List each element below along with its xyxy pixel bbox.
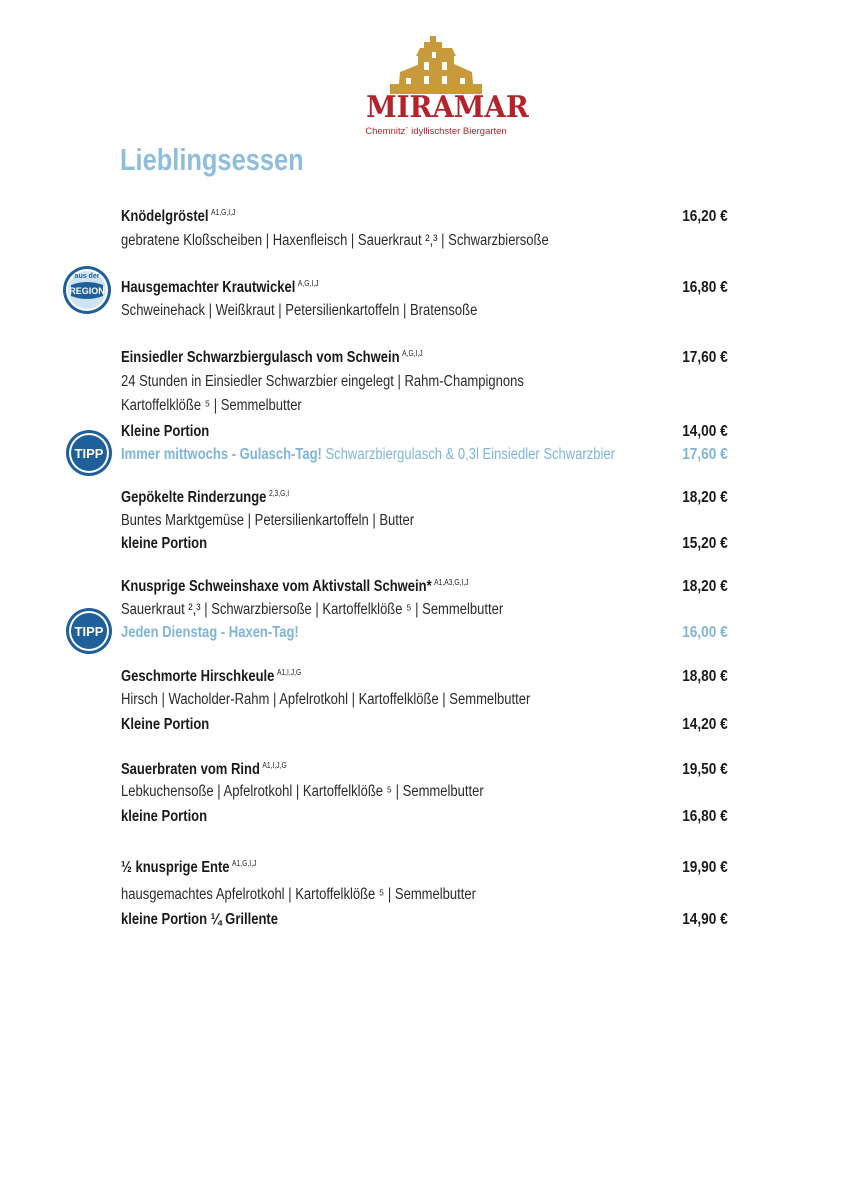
menu-item-name: Knödelgröstel $^{A1,G,I,J}$ 16,20 € — [121, 208, 728, 225]
menu-item-name: Hausgemachter Krautwickel $^{A,G,I,J}$ 16,80 € — [121, 279, 728, 296]
small-portion: kleine Portion 16,80 € — [121, 808, 728, 825]
small-portion-price: 14,90 € — [682, 911, 728, 928]
page-title: Lieblingsessen — [120, 142, 304, 177]
menu-item-price: 18,20 € — [682, 489, 728, 506]
tip-line: Immer mittwochs - Gulasch-Tag! Schwarzbiergulasch & 0,3l Einsiedler Schwarzbier 17,60 € — [121, 446, 728, 463]
region-badge-label: REGION — [69, 286, 105, 296]
tipp-badge-label: TIPP — [74, 624, 104, 639]
menu-item-description: Hirsch | Wacholder-Rahm | Apfelrotkohl | Kartoffelklöße | Semmelbutter — [121, 691, 531, 708]
menu-item-price: 17,60 € — [682, 349, 728, 366]
region-badge-icon — [62, 265, 112, 315]
menu-item-description: 24 Stunden in Einsiedler Schwarzbier eingelegt | Rahm-Champignons — [121, 373, 524, 390]
menu-item-name: Knusprige Schweinshaxe vom Aktivstall Schwein* $^{A1,A3,G,I,J}$ 18,20 € — [121, 578, 728, 595]
menu-item-description: hausgemachtes Apfelrotkohl | Kartoffelklöße ⁵ | Semmelbutter — [121, 886, 476, 903]
tip-price: 16,00 € — [682, 624, 728, 641]
tipp-badge-icon — [65, 607, 113, 655]
allergen-codes: 2,3,G,I — [268, 489, 290, 498]
small-portion-price: 15,20 € — [682, 535, 728, 552]
menu-item-name: Sauerbraten vom Rind $^{A1,I,J,G}$ 19,50 € — [121, 761, 728, 778]
menu-item-name: ½ knusprige Ente $^{A1,G,I,J}$ 19,90 € — [121, 859, 728, 876]
allergen-codes: A1,G,I,J — [232, 859, 257, 868]
menu-item-price: 18,80 € — [682, 668, 728, 685]
menu-item-name: Geschmorte Hirschkeule $^{A1,I,J,G}$ 18,80 € — [121, 668, 728, 685]
small-portion: kleine Portion 15,20 € — [121, 535, 728, 552]
tip-line: Jeden Dienstag - Haxen-Tag! 16,00 € — [121, 624, 728, 641]
logo-wordmark: MIRAMAR — [366, 90, 529, 125]
menu-item-price: 19,50 € — [682, 761, 728, 778]
menu-item-name: Gepökelte Rinderzunge $^{2,3,G,I}$ 18,20 € — [121, 489, 728, 506]
allergen-codes: A1,I,J,G — [276, 668, 302, 677]
menu-item-description: Sauerkraut ²,³ | Schwarzbiersoße | Kartoffelklöße ⁵ | Semmelbutter — [121, 601, 504, 618]
menu-item-description: Kartoffelklöße ⁵ | Semmelbutter — [121, 397, 302, 414]
allergen-codes: A,G,I,J — [402, 349, 423, 358]
menu-item-name: Einsiedler Schwarzbiergulasch vom Schwein $^{A,G,I,J}$ 17,60 € — [121, 349, 728, 366]
menu-item-price: 19,90 € — [682, 859, 728, 876]
menu-item-price: 16,80 € — [682, 279, 728, 296]
small-portion: kleine Portion ¼ Grillente 14,90 € — [121, 911, 728, 928]
menu-item-description: Buntes Marktgemüse | Petersilienkartoffeln | Butter — [121, 512, 415, 529]
small-portion-price: 16,80 € — [682, 808, 728, 825]
menu-item-description: Lebkuchensoße | Apfelrotkohl | Kartoffelklöße ⁵ | Semmelbutter — [121, 783, 484, 800]
small-portion-price: 14,00 € — [682, 423, 728, 440]
allergen-codes: A1,I,J,G — [262, 761, 287, 770]
region-badge-top: aus der — [74, 273, 100, 280]
menu-item-description: Schweinehack | Weißkraut | Petersilienkartoffeln | Bratensoße — [121, 302, 478, 319]
menu-item-description: gebratene Kloßscheiben | Haxenfleisch | Sauerkraut ²,³ | Schwarzbiersoße — [121, 232, 549, 249]
menu-item-price: 16,20 € — [682, 208, 728, 225]
logo-tagline: Chemnitz´ idyllischster Biergarten — [365, 126, 507, 137]
tipp-badge-label: TIPP — [74, 446, 104, 461]
tip-price: 17,60 € — [682, 446, 728, 463]
small-portion-price: 14,20 € — [682, 716, 728, 733]
small-portion: Kleine Portion 14,00 € — [121, 423, 728, 440]
allergen-codes: A,G,I,J — [297, 279, 319, 288]
allergen-codes: A1,A3,G,I,J — [434, 578, 469, 587]
tipp-badge-icon — [65, 429, 113, 477]
menu-item-price: 18,20 € — [682, 578, 728, 595]
allergen-codes: A1,G,I,J — [211, 208, 236, 217]
small-portion: Kleine Portion 14,20 € — [121, 716, 728, 733]
miramar-logo — [360, 34, 529, 144]
